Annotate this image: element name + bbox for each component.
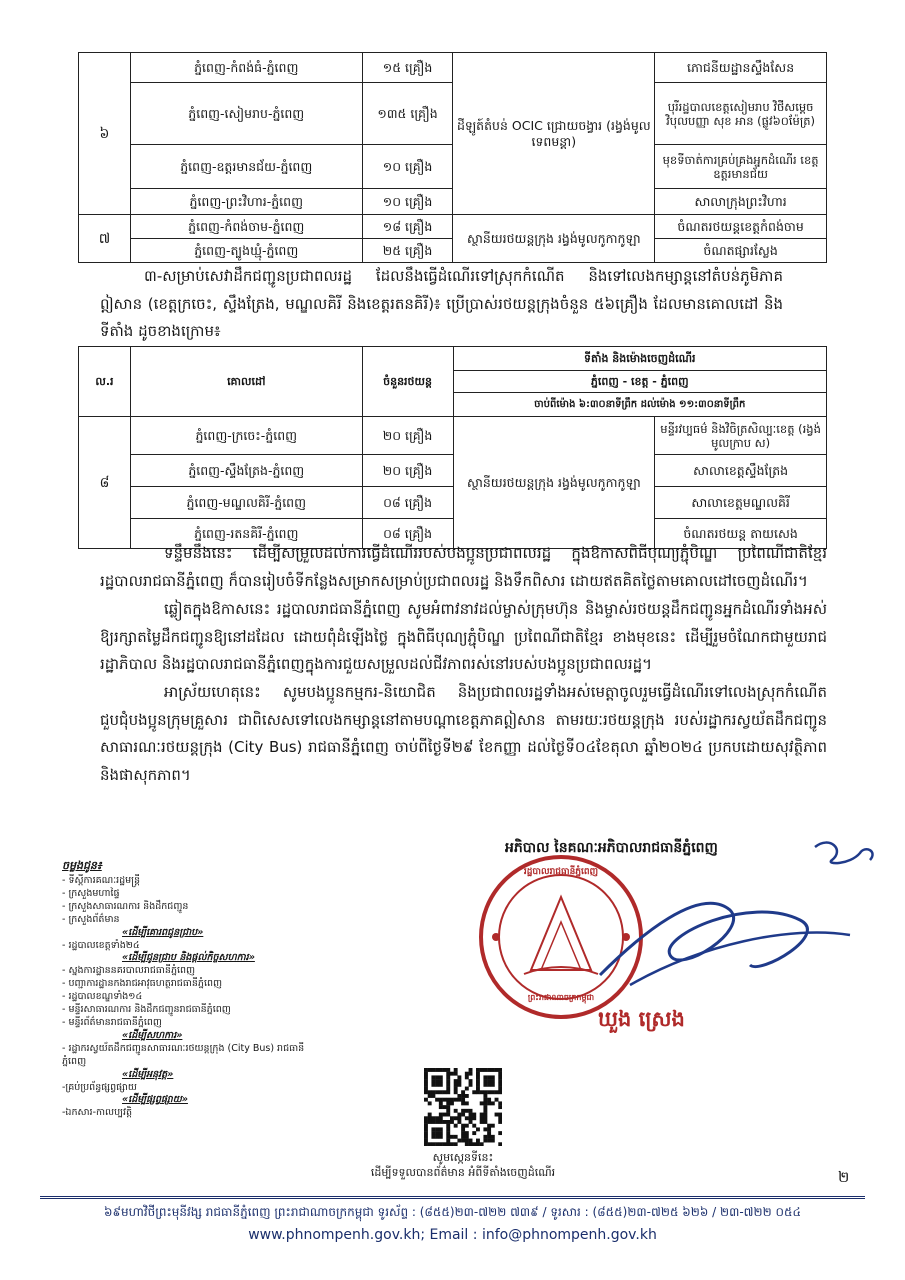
- destination-place-cell: ភោជនីយដ្ឋានស្ទឹងសែន: [655, 53, 827, 83]
- cc-item: - ទីស្តីការគណៈរដ្ឋមន្ត្រី: [62, 875, 141, 886]
- cc-purpose: «ដើម្បីផ្សព្វផ្សាយ»: [122, 1094, 188, 1106]
- route-cell: ភ្នំពេញ-ស្ទឹងត្រែង-ភ្នំពេញ: [130, 455, 362, 487]
- departure-point-cell: ដីឡូត៍តំបន់ OCIC ជ្រោយចង្វារ (រង្វង់មូលទេពមន្តា): [453, 53, 655, 215]
- cc-purpose: «ដើម្បីជូនជ្រាប និងផ្តល់កិច្ចសហការ»: [122, 952, 255, 964]
- header-number: ល.រ: [79, 347, 131, 417]
- header-destination: គោលដៅ: [130, 347, 362, 417]
- bus-count-cell: ១៣៥ គ្រឿង: [362, 83, 453, 145]
- seal-top-text: រដ្ឋបាលរាជធានីភ្នំពេញ: [523, 867, 599, 877]
- destination-place-cell: ចំណតរថយន្ត តាយសេង: [655, 519, 827, 549]
- section-3-text: ៣-សម្រាប់សេវាដឹកជញ្ជូនប្រជាពលរដ្ឋ ដែលនឹងធ្វើដំណើរទៅស្រុកកំណើត និងទៅលេងកម្សាន្តនៅតំបន់ភូមិភាគឦសាន (ខេត្តក្រចេះ, ស្ទឹងត្រែង, មណ្ឌលគិរី និងខេត្តរតនគិរី)៖ ប្រើប្រាស់រថយន្តក្រុងចំនួន ៥៦គ្រឿង ដែលមានគោលដៅ និងទីតាំង ដូចខាងក្រោម៖: [100, 267, 783, 340]
- signatory-title: អភិបាល នៃគណៈអភិបាលរាជធានីភ្នំពេញ: [505, 840, 718, 856]
- cc-purpose: «ដើម្បីសហការ»: [122, 1029, 183, 1041]
- signatory-name: ឃួង ស្រេង: [598, 1007, 685, 1031]
- destination-place-cell: សាលាក្រុងព្រះវិហារ: [655, 189, 827, 215]
- header-location-time: ទីតាំង និងម៉ោងចេញដំណើរ: [453, 347, 827, 371]
- bus-count-cell: ១៨ គ្រឿង: [362, 215, 453, 239]
- bus-count-cell: ២០ គ្រឿង: [362, 417, 453, 455]
- route-cell: ភ្នំពេញ-ឧត្តរមានជ័យ-ភ្នំពេញ: [130, 145, 362, 189]
- paragraph-facilitation: ទន្ទឹមនឹងនេះ ដើម្បីសម្រួលដល់ការធ្វើដំណើររបស់បងប្អូនប្រជាពលរដ្ឋ ក្នុងឱកាសពិធីបុណ្យភ្ជុំបិណ្ឌ ប្រពៃណីជាតិខ្មែរ រដ្ឋបាលរាជធានីភ្នំពេញ ក៏បានរៀបចំទីកន្លែងសម្រាកសម្រាប់ប្រជាពលរដ្ឋ និងទឹកពិសារ ដោយឥតគិតថ្លៃតាមគោលដៅចេញដំណើរ។: [100, 544, 827, 590]
- cc-item: - ក្រសួងមហាផ្ទៃ: [62, 887, 120, 899]
- cc-item: - មន្ទីរព័ត៌មានរាជធានីភ្នំពេញ: [62, 1016, 162, 1028]
- cc-item: -គ្រប់ប្រព័ន្ធផ្សព្វផ្សាយ: [62, 1081, 137, 1093]
- destination-place-cell: សាលាខេត្តមណ្ឌលគិរី: [655, 487, 827, 519]
- group-number: ៨: [79, 417, 131, 549]
- cc-purpose: «ដើម្បីគោរពជូនជ្រាប»: [122, 926, 204, 938]
- signature-scribble: [560, 825, 890, 995]
- destination-place-cell: ចំណតផ្សារស្លែង: [655, 239, 827, 263]
- route-cell: ភ្នំពេញ-សៀមរាប-ភ្នំពេញ: [130, 83, 362, 145]
- bus-count-cell: ១០ គ្រឿង: [362, 189, 453, 215]
- destination-place-cell: សាលាខេត្តស្ទឹងត្រែង: [655, 455, 827, 487]
- cc-list: [62, 858, 322, 1120]
- route-cell: ភ្នំពេញ-រតនគិរី-ភ្នំពេញ: [130, 519, 362, 549]
- destination-place-cell: មុខទីចាត់ការគ្រប់គ្រងអ្នកដំណើរ ខេត្តឧត្តរមានជ័យ: [655, 145, 827, 189]
- cc-item: - ស្នងការដ្ឋាននគរបាលរាជធានីភ្នំពេញ: [62, 965, 196, 977]
- route-table-2: [78, 346, 827, 549]
- header-time: ចាប់ពីម៉ោង ៦:៣០នាទីព្រឹក ដល់ម៉ោង ១១:៣០នាទីព្រឹក: [453, 393, 827, 417]
- cc-purpose: «ដើម្បីអនុវត្ត»: [122, 1068, 174, 1080]
- qr-caption-line-1: សូមស្កេនទីនេះ: [432, 1151, 494, 1164]
- bus-count-cell: ២០ គ្រឿង: [362, 455, 453, 487]
- group-number: ៦: [79, 53, 131, 215]
- route-table-1: [78, 52, 827, 263]
- group-number: ៧: [79, 215, 131, 263]
- route-cell: ភ្នំពេញ-ក្រចេះ-ភ្នំពេញ: [130, 417, 362, 455]
- bus-count-cell: ១០ គ្រឿង: [362, 145, 453, 189]
- page-number: ២: [838, 1168, 850, 1186]
- cc-item: - មន្ទីរសាធារណការ និងដឹកជញ្ជូនរាជធានីភ្នំពេញ: [62, 1004, 231, 1016]
- cc-item: -ឯកសារ-កាលប្បវត្តិ: [62, 1107, 132, 1119]
- header-bus-count: ចំនួនរថយន្ត: [362, 347, 453, 417]
- bus-count-cell: ១៥ គ្រឿង: [362, 53, 453, 83]
- cc-item: - ក្រសួងព័ត៌មាន: [62, 913, 120, 925]
- footer-address: ៦៩មហាវិថីព្រះមុនីវង្ស រាជធានីភ្នំពេញ ព្រះរាជាណាចក្រកម្ពុជា ទូរស័ព្ទ : (៨៥៥)២៣-៧២២ ៧៣៩ / ទូរសារ : (៨៥៥)២៣-៧២៥ ៦២៦ / ២៣-៧២២ ០៥៤: [104, 1205, 801, 1219]
- paragraph-appeal: ឆ្លៀតក្នុងឱកាសនេះ រដ្ឋបាលរាជធានីភ្នំពេញ សូមអំពាវនាវដល់ម្ចាស់ក្រុមហ៊ុន និងម្ចាស់រថយន្តដឹកជញ្ជូនអ្នកដំណើរទាំងអស់ ឱ្យរក្សាតម្លៃដឹកជញ្ជូនឱ្យនៅដដែល ដោយពុំដំឡើងថ្លៃ ក្នុងពិធីបុណ្យភ្ជុំបិណ្ឌ ប្រពៃណីជាតិខ្មែរ ខាងមុខនេះ ដើម្បីរួមចំណែកជាមួយរាជរដ្ឋាភិបាល និងរដ្ឋបាលរាជធានីភ្នំពេញក្នុងការជួយសម្រួលដល់ជីវភាពរស់នៅរបស់បងប្អូនប្រជាពលរដ្ឋ។: [100, 600, 827, 673]
- departure-point-cell: ស្ថានីយរថយន្តក្រុង រង្វង់មូលកូកាកូឡា: [453, 417, 655, 549]
- route-cell: ភ្នំពេញ-ត្បូងឃ្មុំ-ភ្នំពេញ: [130, 239, 362, 263]
- route-cell: ភ្នំពេញ-កំពង់ធំ-ភ្នំពេញ: [130, 53, 362, 83]
- destination-place-cell: បុរីរដ្ឋបាលខេត្តសៀមរាប វិថីសម្តេចវិបុលបញ្ញា សុខ អាន (ផ្លូវ៦០ម៉ែត្រ): [655, 83, 827, 145]
- cc-item: - រដ្ឋបាលខណ្ឌទាំង១៤: [62, 991, 143, 1003]
- cc-item: - រដ្ឋាករស្វយ័តដឹកជញ្ជូនសាធារណៈរថយន្តក្រុង (City Bus) រាជធានីភ្នំពេញ: [62, 1042, 305, 1067]
- route-cell: ភ្នំពេញ-មណ្ឌលគិរី-ភ្នំពេញ: [130, 487, 362, 519]
- bus-count-cell: ២៥ គ្រឿង: [362, 239, 453, 263]
- destination-place-cell: មន្ទីរវប្បធម៌ និងវិចិត្រសិល្បៈខេត្ត (រង្វង់មូលក្រាប ស): [655, 417, 827, 455]
- paragraph-conclusion: អាស្រ័យហេតុនេះ សូមបងប្អូនកម្មករ-និយោជិត និងប្រជាពលរដ្ឋទាំងអស់មេត្តាចូលរួមធ្វើដំណើរទៅលេងស្រុកកំណើត ជួបជុំបងប្អូនក្រុមគ្រួសារ ជាពិសេសទៅលេងកម្សាន្តនៅតាមបណ្ដាខេត្តភាគឦសាន តាមរយៈរថយន្តក្រុង របស់រដ្ឋាករស្វយ័តដឹកជញ្ជូនសាធារណៈរថយន្តក្រុង (City Bus) រាជធានីភ្នំពេញ ចាប់ពីថ្ងៃទី២៩ ខែកញ្ញា ដល់ថ្ងៃទី០៤ខែតុលា ឆ្នាំ២០២៤ ប្រកបដោយសុវត្ថិភាព និងផាសុកភាព។: [100, 683, 827, 784]
- cc-item: - រដ្ឋបាលខេត្តទាំង២៤: [62, 939, 140, 951]
- departure-point-cell: ស្ថានីយរថយន្តក្រុង រង្វង់មូលកូកាកូឡា: [453, 215, 655, 263]
- seal-bottom-text: ព្រះរាជាណាចក្រកម្ពុជា: [527, 993, 595, 1002]
- bus-count-cell: ០៨ គ្រឿង: [362, 487, 453, 519]
- header-route: ភ្នំពេញ - ខេត្ត - ភ្នំពេញ: [453, 371, 827, 393]
- qr-code[interactable]: [424, 1068, 502, 1146]
- footer-web-email[interactable]: www.phnompenh.gov.kh; Email : info@phnompenh.gov.kh: [248, 1227, 657, 1243]
- cc-item: - ក្រសួងសាធារណការ និងដឹកជញ្ជូន: [62, 900, 189, 912]
- qr-caption-line-2: ដើម្បីទទួលបានព័ត៌មាន អំពីទីតាំងចេញដំណើរ: [370, 1166, 556, 1179]
- cc-item: - បញ្ជាការដ្ឋានកងរាជអាវុធហត្ថរាជធានីភ្នំពេញ: [62, 978, 223, 990]
- bus-count-cell: ០៨ គ្រឿង: [362, 519, 453, 549]
- route-cell: ភ្នំពេញ-ព្រះវិហារ-ភ្នំពេញ: [130, 189, 362, 215]
- destination-place-cell: ចំណតរថយន្តខេត្តកំពង់ចាម: [655, 215, 827, 239]
- footer-divider: [40, 1196, 865, 1199]
- cc-title: ចម្លងជូន៖: [62, 859, 102, 872]
- route-cell: ភ្នំពេញ-កំពង់ចាម-ភ្នំពេញ: [130, 215, 362, 239]
